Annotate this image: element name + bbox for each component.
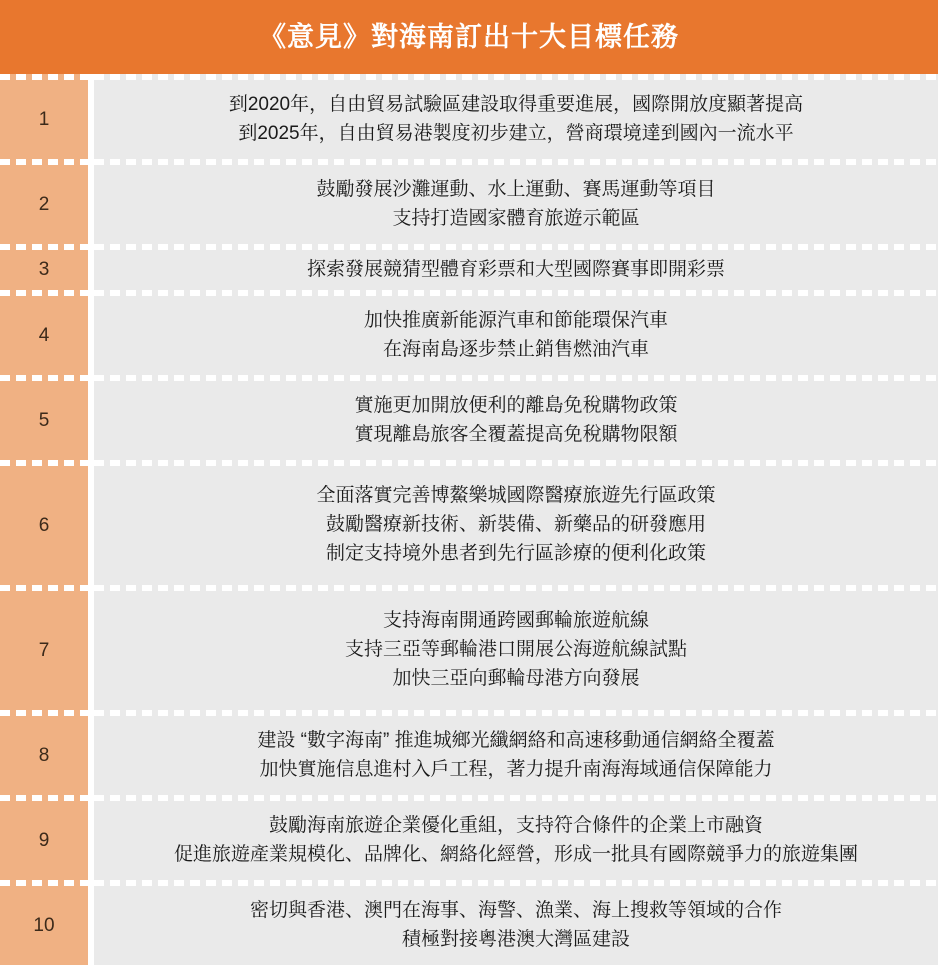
table-row <box>0 466 938 585</box>
row-number: 6 <box>0 466 88 585</box>
table-row <box>0 591 938 710</box>
row-content-line: 實施更加開放便利的離島免稅購物政策 <box>354 394 678 416</box>
row-content-line: 支持三亞等郵輪港口開展公海遊航線試點 <box>344 639 687 661</box>
row-content-line: 鼓勵海南旅遊企業優化重組，支持符合條件的企業上市融資 <box>268 814 763 836</box>
row-content <box>94 716 938 795</box>
row-content-line: 積極對接粵港澳大灣區建設 <box>401 928 630 950</box>
table-row <box>0 250 938 290</box>
row-content-line: 密切與香港、澳門在海事、海警、漁業、海上搜救等領域的合作 <box>249 899 782 921</box>
row-content <box>94 165 938 244</box>
row-content <box>94 886 938 965</box>
table-row <box>0 165 938 244</box>
row-number: 4 <box>0 296 88 375</box>
table-row <box>0 801 938 880</box>
row-number: 1 <box>0 80 88 159</box>
table-row <box>0 296 938 375</box>
row-content-line: 加快實施信息進村入戶工程，著力提升南海海域通信保障能力 <box>259 758 773 780</box>
row-content-line: 鼓勵發展沙灘運動、水上運動、賽馬運動等項目 <box>316 178 716 200</box>
row-content <box>94 80 938 159</box>
task-list <box>0 74 938 973</box>
row-number: 8 <box>0 716 88 795</box>
row-number: 3 <box>0 250 88 290</box>
row-content-line: 支持海南開通跨國郵輪旅遊航線 <box>382 610 649 632</box>
row-content-line: 到2025年，自由貿易港製度初步建立，營商環境達到國內一流水平 <box>238 122 794 144</box>
row-content-line: 在海南島逐步禁止銷售燃油汽車 <box>382 338 649 360</box>
header-banner <box>0 0 938 74</box>
row-content <box>94 591 938 710</box>
row-content <box>94 466 938 585</box>
row-content-line: 探索發展競猜型體育彩票和大型國際賽事即開彩票 <box>306 258 725 280</box>
row-number: 5 <box>0 381 88 460</box>
row-content-line: 全面落實完善博鰲樂城國際醫療旅遊先行區政策 <box>316 485 716 507</box>
row-content-line: 到2020年，自由貿易試驗區建設取得重要進展，國際開放度顯著提高 <box>228 93 804 115</box>
row-content-line: 制定支持境外患者到先行區診療的便利化政策 <box>325 542 706 564</box>
table-row <box>0 716 938 795</box>
row-content-line: 建設 “數字海南” 推進城鄉光纖網絡和高速移動通信網絡全覆蓋 <box>257 729 775 751</box>
row-content <box>94 381 938 460</box>
page-title: 《意見》對海南訂出十大目標任務 <box>259 21 679 52</box>
row-number: 10 <box>0 886 88 965</box>
row-content-line: 實現離島旅客全覆蓋提高免稅購物限額 <box>354 423 678 445</box>
row-number: 2 <box>0 165 88 244</box>
table-row <box>0 886 938 965</box>
row-content-line: 促進旅遊產業規模化、品牌化、網絡化經營，形成一批具有國際競爭力的旅遊集團 <box>173 843 858 865</box>
row-content-line: 加快推廣新能源汽車和節能環保汽車 <box>363 309 668 331</box>
row-content <box>94 801 938 880</box>
bottom-margin <box>0 965 938 973</box>
row-content-line: 支持打造國家體育旅遊示範區 <box>392 207 640 229</box>
table-row <box>0 80 938 159</box>
row-content <box>94 296 938 375</box>
table-row <box>0 381 938 460</box>
row-content <box>94 250 938 290</box>
row-number: 7 <box>0 591 88 710</box>
row-content-line: 加快三亞向郵輪母港方向發展 <box>392 667 640 689</box>
row-number: 9 <box>0 801 88 880</box>
row-content-line: 鼓勵醫療新技術、新裝備、新藥品的研發應用 <box>325 514 706 536</box>
